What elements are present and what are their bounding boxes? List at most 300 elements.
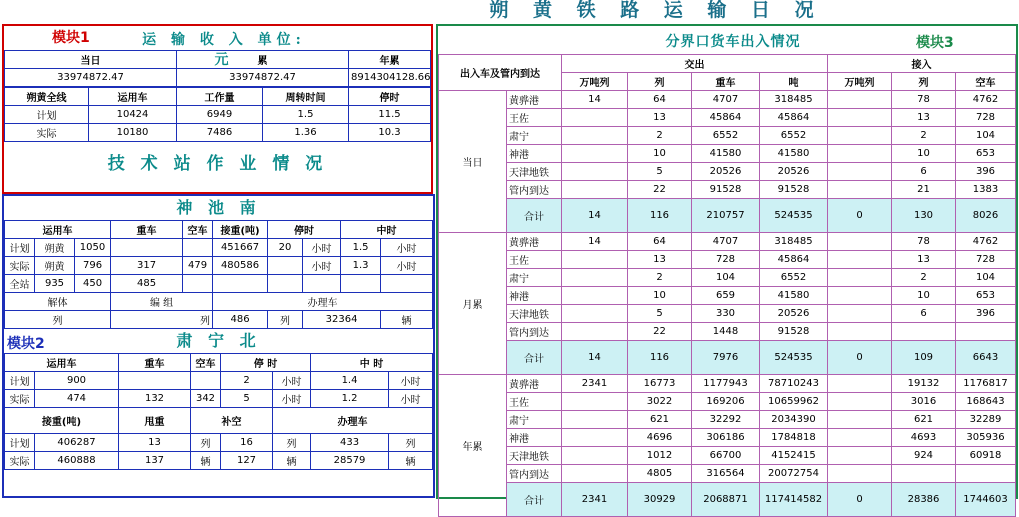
flow-cell: 6 xyxy=(892,163,956,181)
flow-row xyxy=(439,181,1016,199)
flow-cell: 6552 xyxy=(760,127,828,145)
cell xyxy=(191,372,221,390)
flow-cell: 621 xyxy=(892,411,956,429)
cell: 132 xyxy=(119,390,191,408)
flow-sum-cell: 210757 xyxy=(692,199,760,233)
flow-cell: 13 xyxy=(892,251,956,269)
cell: 20 xyxy=(268,239,303,257)
flow-cell xyxy=(828,109,892,127)
flow-cell xyxy=(828,163,892,181)
cell: 450 xyxy=(75,275,111,293)
flow-cell: 169206 xyxy=(692,393,760,411)
cell: 796 xyxy=(75,257,111,275)
flow-cell xyxy=(562,109,628,127)
cell: 小时 xyxy=(381,239,433,257)
shenchi-head-row xyxy=(5,221,433,239)
flow-row-label: 王佐 xyxy=(507,393,562,411)
flow-row-label: 王佐 xyxy=(507,251,562,269)
cell: 计划 xyxy=(5,106,89,124)
flow-cell: 2034390 xyxy=(760,411,828,429)
sub-head: 重车 xyxy=(692,73,760,91)
flow-cell: 10 xyxy=(628,145,692,163)
cell xyxy=(381,275,433,293)
flow-cell: 1383 xyxy=(956,181,1016,199)
flow-cell: 1012 xyxy=(628,447,692,465)
cell: 900 xyxy=(35,372,119,390)
sub-head: 列 xyxy=(628,73,692,91)
cell: 479 xyxy=(183,257,213,275)
flow-cell xyxy=(892,465,956,483)
line-stats-table xyxy=(4,87,431,142)
flow-cell xyxy=(828,411,892,429)
cell: 列 xyxy=(191,434,221,452)
flow-sum-cell: 0 xyxy=(828,341,892,375)
flow-row-label: 肃宁 xyxy=(507,269,562,287)
flow-cell: 306186 xyxy=(692,429,760,447)
flow-row-label: 肃宁 xyxy=(507,127,562,145)
flow-row xyxy=(439,251,1016,269)
cell xyxy=(341,275,381,293)
rev-value: 33974872.47 xyxy=(177,69,349,87)
flow-row-label: 肃宁 xyxy=(507,411,562,429)
cell: 1.2 xyxy=(311,390,389,408)
cell: 列 xyxy=(273,434,311,452)
flow-sum-label: 合计 xyxy=(507,341,562,375)
flow-cell: 4762 xyxy=(956,233,1016,251)
flow-cell: 924 xyxy=(892,447,956,465)
suning-actual2-row xyxy=(5,452,433,470)
cell: 28579 xyxy=(311,452,389,470)
head: 空车 xyxy=(183,221,213,239)
flow-cell: 1177943 xyxy=(692,375,760,393)
flow-cell: 6 xyxy=(892,305,956,323)
flow-group-label: 年累 xyxy=(439,375,507,517)
flow-cell: 728 xyxy=(956,251,1016,269)
cell: 计划 xyxy=(5,239,35,257)
flow-row xyxy=(439,287,1016,305)
line-head: 运用车 xyxy=(89,88,177,106)
head: 中 时 xyxy=(311,354,433,372)
sub-head: 万吨列 xyxy=(828,73,892,91)
flow-cell: 104 xyxy=(956,127,1016,145)
flow-cell: 316564 xyxy=(692,465,760,483)
flow-cell xyxy=(828,181,892,199)
sub-head: 列 xyxy=(892,73,956,91)
line-head-row xyxy=(5,88,431,106)
flow-cell: 91528 xyxy=(760,323,828,341)
flow-row xyxy=(439,127,1016,145)
flow-cell: 78 xyxy=(892,91,956,109)
flow-cell: 318485 xyxy=(760,91,828,109)
flow-cell: 104 xyxy=(692,269,760,287)
cell xyxy=(268,275,303,293)
flow-row xyxy=(439,429,1016,447)
cell: 1.5 xyxy=(263,106,349,124)
flow-cell xyxy=(562,429,628,447)
revenue-header: 运 输 收 入 单位:元 xyxy=(142,32,306,68)
border-flow-header: 分界口货车出入情况 xyxy=(665,34,801,50)
flow-cell: 32292 xyxy=(692,411,760,429)
flow-sum-cell: 30929 xyxy=(628,483,692,517)
flow-cell xyxy=(562,163,628,181)
flow-sum-label: 合计 xyxy=(507,483,562,517)
flow-sum-cell: 1744603 xyxy=(956,483,1016,517)
cell: 小时 xyxy=(303,239,341,257)
flow-cell: 728 xyxy=(956,109,1016,127)
flow-sum-row xyxy=(439,341,1016,375)
cell: 小时 xyxy=(273,372,311,390)
head: 运用车 xyxy=(5,221,111,239)
cell: 10180 xyxy=(89,124,177,142)
head: 重车 xyxy=(111,221,183,239)
flow-cell: 20526 xyxy=(692,163,760,181)
flow-cell: 330 xyxy=(692,305,760,323)
flow-cell: 6552 xyxy=(760,269,828,287)
flow-in-head: 接入 xyxy=(828,55,1016,73)
cell: 列 xyxy=(268,311,303,329)
flow-cell xyxy=(828,287,892,305)
line-head: 周转时间 xyxy=(263,88,349,106)
flow-sum-cell: 524535 xyxy=(760,341,828,375)
flow-cell xyxy=(562,393,628,411)
cell: 小时 xyxy=(303,257,341,275)
flow-main-head: 出入车及管内到达 xyxy=(439,55,562,91)
suning-header: 肃 宁 北 xyxy=(176,331,261,350)
sub-head: 吨 xyxy=(760,73,828,91)
flow-sum-cell: 117414582 xyxy=(760,483,828,517)
flow-group-label: 月累 xyxy=(439,233,507,375)
cell xyxy=(183,275,213,293)
head: 停 时 xyxy=(221,354,311,372)
flow-cell: 318485 xyxy=(760,233,828,251)
head: 甩重 xyxy=(119,408,191,434)
flow-cell xyxy=(828,269,892,287)
flow-cell: 10 xyxy=(892,287,956,305)
cell: 485 xyxy=(111,275,183,293)
suning-head-row xyxy=(5,354,433,372)
cell: 全站 xyxy=(5,275,35,293)
flow-cell: 4707 xyxy=(692,233,760,251)
flow-sum-cell: 0 xyxy=(828,199,892,233)
flow-cell xyxy=(828,429,892,447)
cell: 计划 xyxy=(5,372,35,390)
flow-cell: 10 xyxy=(892,145,956,163)
flow-row-label: 管内到达 xyxy=(507,465,562,483)
flow-cell: 21 xyxy=(892,181,956,199)
flow-row xyxy=(439,91,1016,109)
cell xyxy=(213,275,268,293)
module1-panel xyxy=(2,24,433,194)
cell: 编 组 xyxy=(111,293,213,311)
flow-cell: 2 xyxy=(628,269,692,287)
cell: 13 xyxy=(119,434,191,452)
rev-value: 33974872.47 xyxy=(5,69,177,87)
cell: 实际 xyxy=(5,257,35,275)
flow-cell xyxy=(562,145,628,163)
flow-cell: 10659962 xyxy=(760,393,828,411)
flow-cell: 104 xyxy=(956,269,1016,287)
flow-cell: 19132 xyxy=(892,375,956,393)
shenchi-actual-row xyxy=(5,257,433,275)
cell: 辆 xyxy=(191,452,221,470)
shenchi-jt-val-row xyxy=(5,311,433,329)
flow-cell xyxy=(956,323,1016,341)
flow-cell: 14 xyxy=(562,91,628,109)
cell: 16 xyxy=(221,434,273,452)
head: 接重(吨) xyxy=(213,221,268,239)
cell: 451667 xyxy=(213,239,268,257)
flow-cell: 45864 xyxy=(692,109,760,127)
cell: 小时 xyxy=(389,390,433,408)
flow-cell: 32289 xyxy=(956,411,1016,429)
flow-out-head: 交出 xyxy=(562,55,828,73)
flow-cell: 4696 xyxy=(628,429,692,447)
cell: 406287 xyxy=(35,434,119,452)
cell: 32364 xyxy=(303,311,381,329)
flow-cell: 20526 xyxy=(760,163,828,181)
flow-cell: 45864 xyxy=(760,251,828,269)
flow-sum-row xyxy=(439,483,1016,517)
flow-cell: 20072754 xyxy=(760,465,828,483)
flow-cell xyxy=(828,393,892,411)
flow-cell: 168643 xyxy=(956,393,1016,411)
flow-row xyxy=(439,393,1016,411)
head: 办理车 xyxy=(273,408,433,434)
flow-cell: 621 xyxy=(628,411,692,429)
cell: 小时 xyxy=(273,390,311,408)
cell: 5 xyxy=(221,390,273,408)
flow-cell: 1784818 xyxy=(760,429,828,447)
flow-cell xyxy=(828,145,892,163)
cell: 1050 xyxy=(75,239,111,257)
flow-sum-cell: 8026 xyxy=(956,199,1016,233)
shenchi-station-row xyxy=(5,275,433,293)
cell: 小时 xyxy=(389,372,433,390)
flow-cell: 5 xyxy=(628,163,692,181)
flow-cell: 5 xyxy=(628,305,692,323)
flow-row-label: 王佐 xyxy=(507,109,562,127)
head: 运用车 xyxy=(5,354,119,372)
flow-cell xyxy=(562,127,628,145)
flow-body xyxy=(439,91,1016,517)
flow-cell: 22 xyxy=(628,181,692,199)
suning-table xyxy=(4,353,433,470)
flow-row-label: 天津地铁 xyxy=(507,447,562,465)
flow-row xyxy=(439,163,1016,181)
shenchi-header: 神 池 南 xyxy=(176,198,261,217)
flow-row xyxy=(439,233,1016,251)
flow-cell: 13 xyxy=(628,109,692,127)
flow-cell: 305936 xyxy=(956,429,1016,447)
cell: 433 xyxy=(311,434,389,452)
cell: 计划 xyxy=(5,434,35,452)
flow-sum-cell: 14 xyxy=(562,341,628,375)
rev-head: 累 xyxy=(177,51,349,69)
cell: 办理车 xyxy=(213,293,433,311)
flow-cell: 4152415 xyxy=(760,447,828,465)
flow-cell: 41580 xyxy=(692,145,760,163)
flow-row-label: 神港 xyxy=(507,145,562,163)
cell xyxy=(268,257,303,275)
cell: 实际 xyxy=(5,124,89,142)
suning-head2-row xyxy=(5,408,433,434)
cell: 10.3 xyxy=(349,124,431,142)
flow-row-label: 黄骅港 xyxy=(507,233,562,251)
cell: 474 xyxy=(35,390,119,408)
flow-row xyxy=(439,465,1016,483)
cell: 辆 xyxy=(389,452,433,470)
flow-cell: 4762 xyxy=(956,91,1016,109)
flow-cell: 4707 xyxy=(692,91,760,109)
flow-cell xyxy=(562,465,628,483)
flow-cell: 3022 xyxy=(628,393,692,411)
flow-cell: 1176817 xyxy=(956,375,1016,393)
head: 接重(吨) xyxy=(5,408,119,434)
head: 重车 xyxy=(119,354,191,372)
cell: 1.36 xyxy=(263,124,349,142)
cell: 6949 xyxy=(177,106,263,124)
cell: 列 xyxy=(111,311,213,329)
cell: 列 xyxy=(389,434,433,452)
flow-row xyxy=(439,269,1016,287)
flow-cell: 6552 xyxy=(692,127,760,145)
flow-sum-label: 合计 xyxy=(507,199,562,233)
line-head: 停时 xyxy=(349,88,431,106)
border-flow-table xyxy=(438,54,1016,517)
cell: 朔黄 xyxy=(35,257,75,275)
flow-row xyxy=(439,323,1016,341)
flow-sum-cell: 116 xyxy=(628,341,692,375)
line-head: 朔黄全线 xyxy=(5,88,89,106)
cell: 317 xyxy=(111,257,183,275)
module3-panel xyxy=(436,24,1018,507)
flow-cell: 13 xyxy=(892,109,956,127)
flow-cell: 2 xyxy=(892,127,956,145)
flow-row-label: 神港 xyxy=(507,287,562,305)
module1-tag: 模块1 xyxy=(52,30,90,46)
flow-cell: 66700 xyxy=(692,447,760,465)
flow-cell: 1448 xyxy=(692,323,760,341)
line-plan-row xyxy=(5,106,431,124)
suning-plan-row xyxy=(5,372,433,390)
flow-cell: 2 xyxy=(628,127,692,145)
flow-head-row xyxy=(439,55,1016,73)
flow-cell: 16773 xyxy=(628,375,692,393)
flow-cell: 14 xyxy=(562,233,628,251)
flow-cell xyxy=(562,447,628,465)
cell xyxy=(111,239,183,257)
flow-cell xyxy=(562,251,628,269)
flow-row-label: 管内到达 xyxy=(507,323,562,341)
flow-sum-row xyxy=(439,199,1016,233)
flow-cell xyxy=(828,375,892,393)
cell: 小时 xyxy=(381,257,433,275)
shenchi-jt-head-row xyxy=(5,293,433,311)
cell: 1.4 xyxy=(311,372,389,390)
cell: 11.5 xyxy=(349,106,431,124)
flow-cell: 60918 xyxy=(956,447,1016,465)
flow-cell: 41580 xyxy=(760,287,828,305)
cell: 10424 xyxy=(89,106,177,124)
flow-cell xyxy=(828,91,892,109)
cell: 480586 xyxy=(213,257,268,275)
suning-plan2-row xyxy=(5,434,433,452)
module2-panel xyxy=(2,194,435,498)
flow-cell: 45864 xyxy=(760,109,828,127)
flow-cell: 64 xyxy=(628,233,692,251)
flow-cell: 2341 xyxy=(562,375,628,393)
cell: 460888 xyxy=(35,452,119,470)
flow-cell: 91528 xyxy=(760,181,828,199)
sub-head: 万吨列 xyxy=(562,73,628,91)
page-title: 朔 黄 铁 路 运 输 日 况 xyxy=(489,0,823,21)
head: 停时 xyxy=(268,221,341,239)
flow-cell: 78710243 xyxy=(760,375,828,393)
flow-cell: 4805 xyxy=(628,465,692,483)
flow-cell: 41580 xyxy=(760,145,828,163)
flow-cell xyxy=(828,127,892,145)
flow-cell: 728 xyxy=(692,251,760,269)
flow-cell xyxy=(562,323,628,341)
flow-row-label: 天津地铁 xyxy=(507,163,562,181)
cell: 辆 xyxy=(381,311,433,329)
flow-cell: 10 xyxy=(628,287,692,305)
shenchi-plan-row xyxy=(5,239,433,257)
flow-cell: 22 xyxy=(628,323,692,341)
flow-sum-cell: 109 xyxy=(892,341,956,375)
cell: 朔黄 xyxy=(35,239,75,257)
cell xyxy=(183,239,213,257)
rev-head: 当日 xyxy=(5,51,177,69)
tech-station-header: 技 术 站 作 业 情 况 xyxy=(107,154,328,174)
flow-cell: 91528 xyxy=(692,181,760,199)
line-head: 工作量 xyxy=(177,88,263,106)
shenchi-table xyxy=(4,220,433,329)
flow-cell: 653 xyxy=(956,287,1016,305)
flow-cell xyxy=(828,323,892,341)
flow-cell xyxy=(956,465,1016,483)
cell: 1.5 xyxy=(341,239,381,257)
flow-cell xyxy=(562,411,628,429)
cell: 935 xyxy=(35,275,75,293)
cell: 辆 xyxy=(273,452,311,470)
flow-sum-cell: 116 xyxy=(628,199,692,233)
flow-group-label: 当日 xyxy=(439,91,507,233)
module2-tag: 模块2 xyxy=(7,336,45,352)
flow-row-label: 黄骅港 xyxy=(507,91,562,109)
flow-row-label: 管内到达 xyxy=(507,181,562,199)
flow-cell xyxy=(828,305,892,323)
flow-cell: 78 xyxy=(892,233,956,251)
cell: 解体 xyxy=(5,293,111,311)
flow-row xyxy=(439,109,1016,127)
flow-cell: 20526 xyxy=(760,305,828,323)
flow-cell xyxy=(828,233,892,251)
head: 空车 xyxy=(191,354,221,372)
flow-sum-cell: 130 xyxy=(892,199,956,233)
flow-cell xyxy=(828,447,892,465)
flow-cell xyxy=(892,323,956,341)
head: 中时 xyxy=(341,221,433,239)
flow-cell xyxy=(562,269,628,287)
cell: 2 xyxy=(221,372,273,390)
flow-cell: 4693 xyxy=(892,429,956,447)
flow-cell: 659 xyxy=(692,287,760,305)
flow-sum-cell: 6643 xyxy=(956,341,1016,375)
cell: 137 xyxy=(119,452,191,470)
suning-header-row xyxy=(4,329,433,353)
rev-value: 8914304128.66 xyxy=(349,69,431,87)
